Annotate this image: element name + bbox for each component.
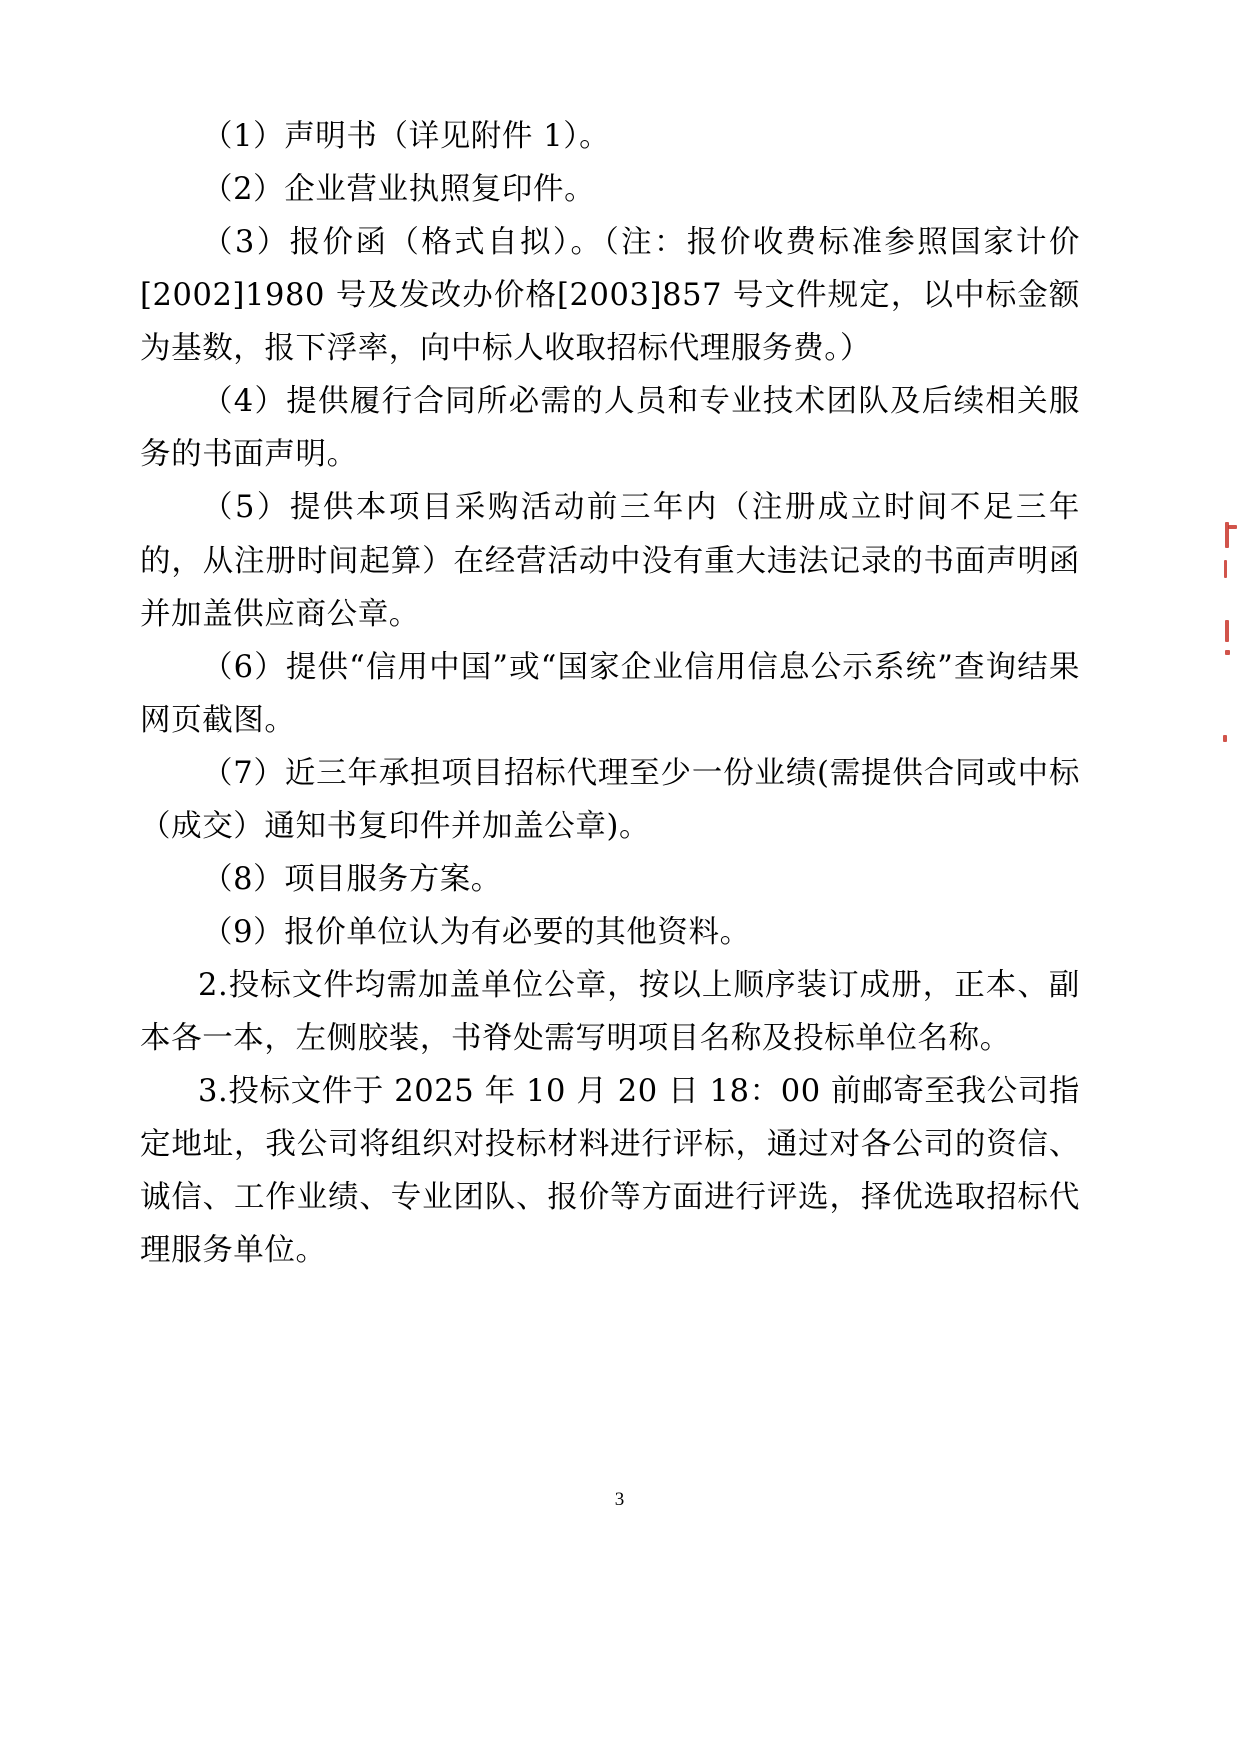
red-mark-icon (1225, 522, 1229, 548)
list-item: （4）提供履行合同所必需的人员和专业技术团队及后续相关服务的书面声明。 (140, 384, 1080, 473)
list-item: （5）提供本项目采购活动前三年内（注册成立时间不足三年的，从注册时间起算）在经营活动中没有重大违法记录的书面声明函并加盖供应商公章。 (140, 490, 1080, 632)
red-mark-icon (1228, 525, 1237, 529)
red-mark-icon (1225, 620, 1229, 642)
list-item: （7）近三年承担项目招标代理至少一份业绩(需提供合同或中标（成交）通知书复印件并加盖公章)。 (140, 755, 1080, 844)
list-item: （6）提供“信用中国”或“国家企业信用信息公示系统”查询结果网页截图。 (140, 649, 1080, 738)
list-item: （8）项目服务方案。 (202, 861, 502, 897)
red-mark-icon (1224, 560, 1227, 578)
numbered-clause: 2.投标文件均需加盖单位公章，按以上顺序装订成册，正本、副本各一本，左侧胶装，书脊处需写明项目名称及投标单位名称。 (140, 968, 1080, 1057)
list-item: （1）声明书（详见附件 1）。 (202, 119, 611, 154)
list-item: （2）企业营业执照复印件。 (202, 172, 596, 208)
list-item: （9）报价单位认为有必要的其他资料。 (202, 914, 751, 950)
numbered-clause: 3.投标文件于 2025 年 10 月 20 日 18：00 前邮寄至我公司指定地址，我公司将组织对投标材料进行评标，通过对各公司的资信、诚信、工作业绩、专业团队、报价等方面进行评选，择优选取招标代理服务单位。 (140, 1074, 1080, 1269)
page-number: 3 (614, 1489, 625, 1510)
list-item: （3）报价函（格式自拟）。（注：报价收费标准参照国家计价[2002]1980 号及发改办价格[2003]857 号文件规定，以中标金额为基数，报下浮率，向中标人收取招标代理服务费。） (140, 225, 1080, 367)
red-mark-icon (1225, 650, 1230, 655)
red-mark-icon (1223, 735, 1227, 742)
document-body (140, 110, 1080, 1277)
